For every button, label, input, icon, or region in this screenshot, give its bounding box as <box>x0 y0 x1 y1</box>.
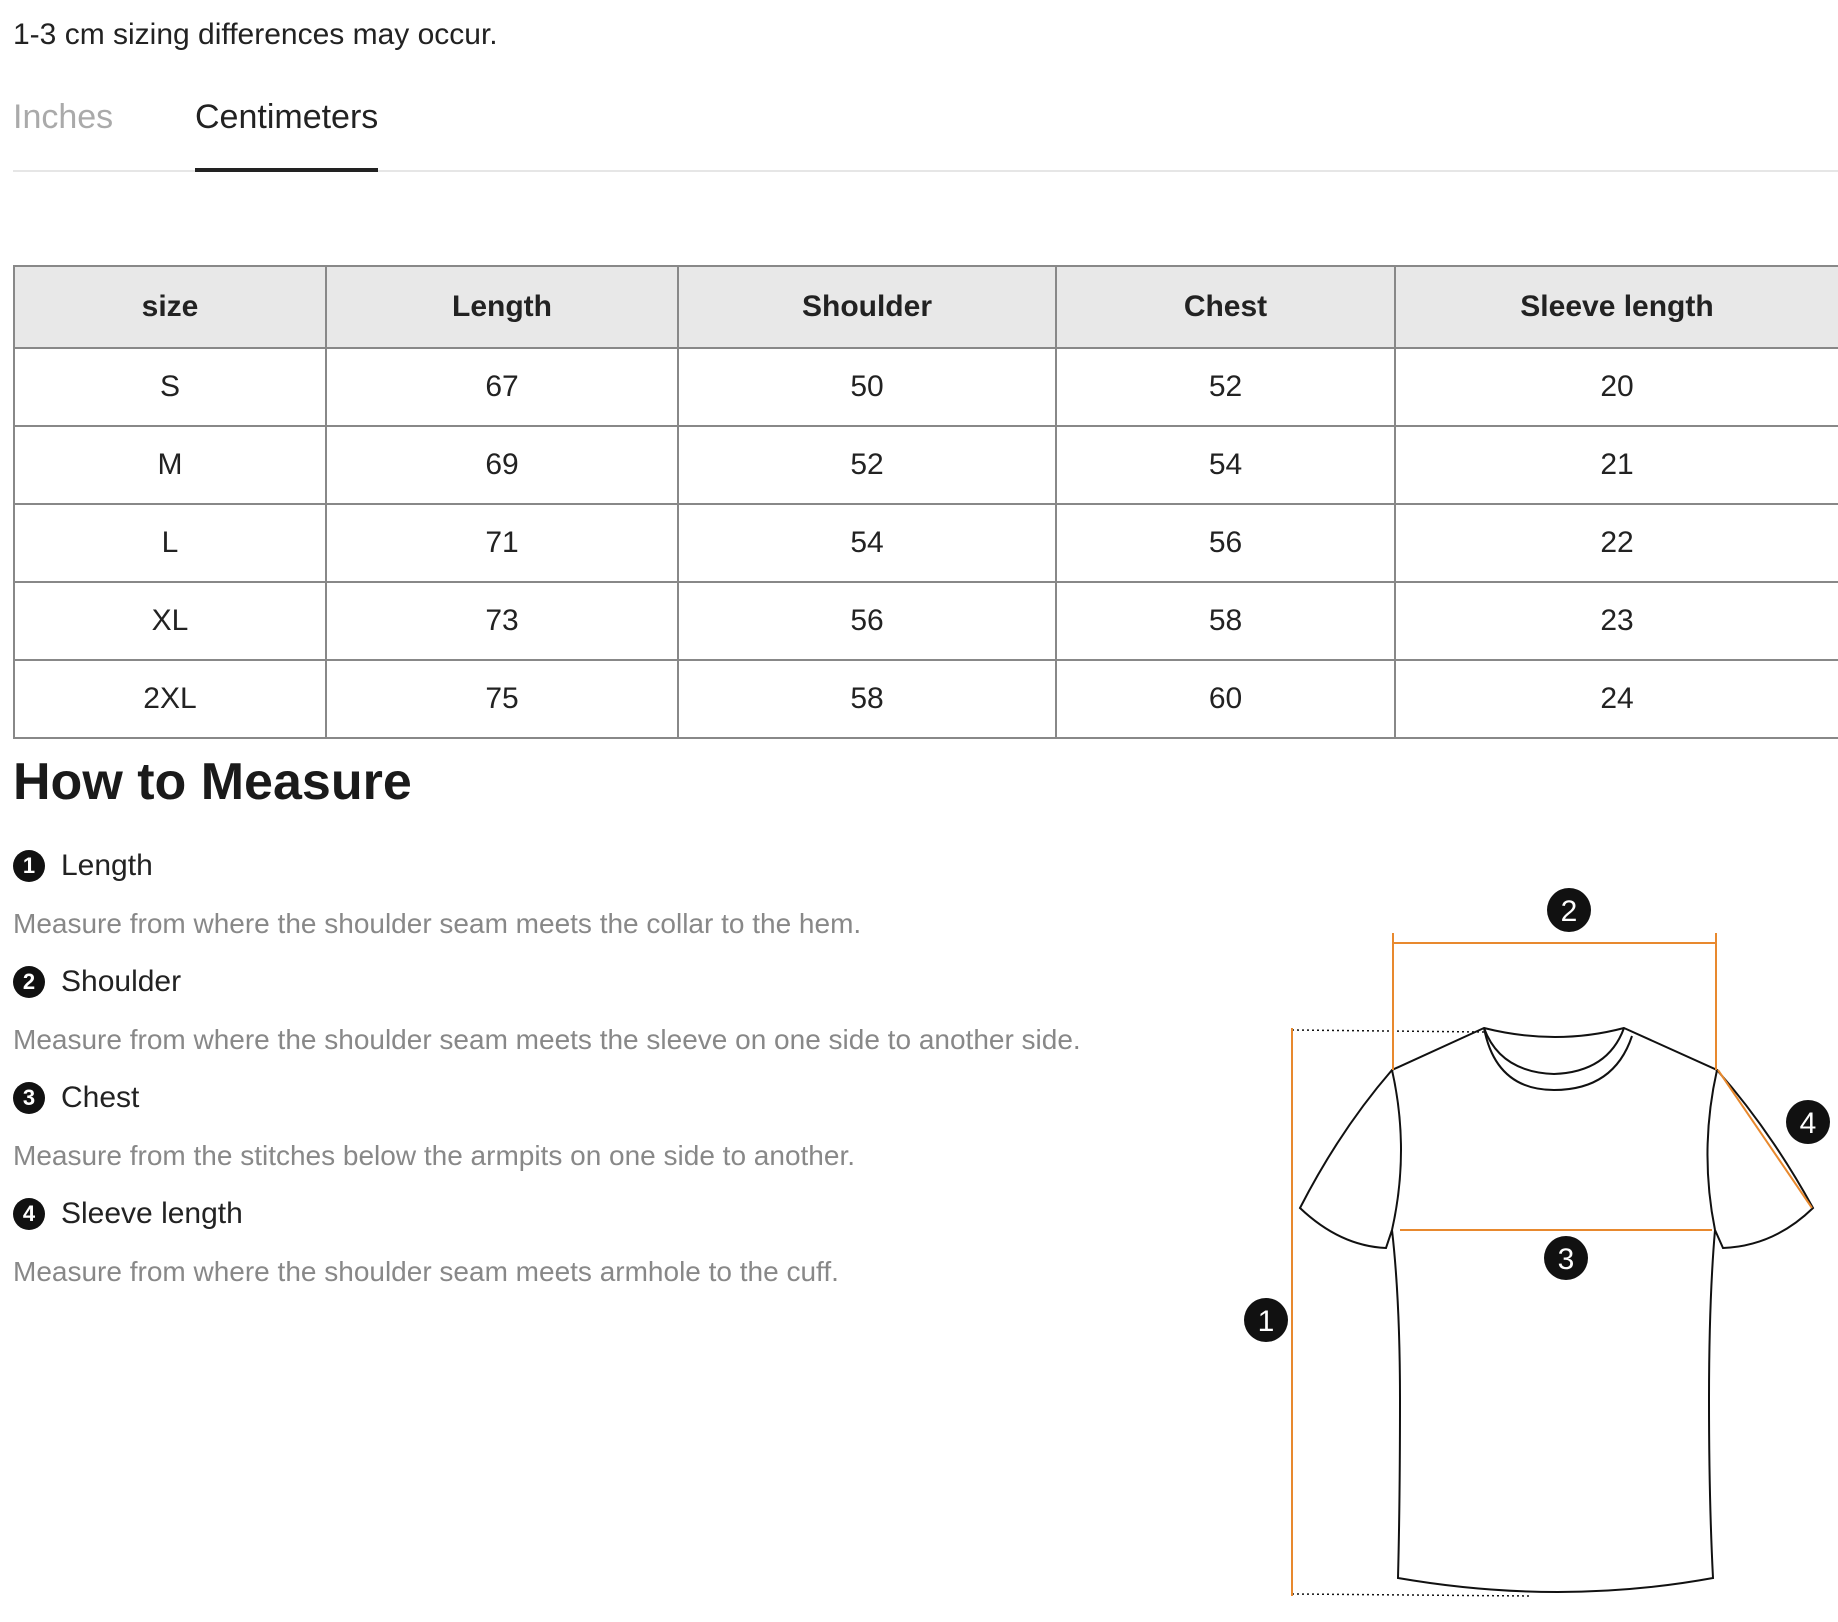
cell-length: 71 <box>326 504 678 582</box>
sizing-note: 1-3 cm sizing differences may occur. <box>13 18 498 51</box>
cell-sleeve-length: 21 <box>1395 426 1838 504</box>
step-description: Measure from where the shoulder seam meets armhole to the cuff. <box>13 1256 839 1287</box>
marker-label: 2 <box>1560 895 1578 928</box>
marker-length <box>1244 1298 1288 1342</box>
cell-shoulder: 54 <box>678 504 1056 582</box>
cell-sleeve-length: 23 <box>1395 582 1838 660</box>
header-length: Length <box>326 266 678 348</box>
tab-centimeters[interactable]: Centimeters <box>195 96 378 170</box>
cell-shoulder: 56 <box>678 582 1056 660</box>
table-header-row <box>14 266 1838 348</box>
table-row <box>14 582 1838 660</box>
cell-length: 75 <box>326 660 678 738</box>
how-to-measure-title: How to Measure <box>13 753 412 811</box>
step-number-badge: 3 <box>13 1082 45 1114</box>
header-size: size <box>14 266 326 348</box>
marker-sleeve-length <box>1786 1100 1830 1144</box>
step-description: Measure from where the shoulder seam meets the collar to the hem. <box>13 908 862 939</box>
cell-size: M <box>14 426 326 504</box>
measure-step-length <box>13 846 861 940</box>
cell-sleeve-length: 20 <box>1395 348 1838 426</box>
cell-chest: 54 <box>1056 426 1395 504</box>
cell-length: 73 <box>326 582 678 660</box>
table-row <box>14 660 1838 738</box>
unit-tabs <box>13 96 1838 172</box>
cell-chest: 52 <box>1056 348 1395 426</box>
step-name: Sleeve length <box>61 1197 243 1230</box>
length-guide-bottom <box>1292 1594 1530 1596</box>
step-number-badge: 1 <box>13 850 45 882</box>
cell-shoulder: 50 <box>678 348 1056 426</box>
header-shoulder: Shoulder <box>678 266 1056 348</box>
step-description: Measure from the stitches below the armpits on one side to another. <box>13 1140 856 1171</box>
marker-label: 3 <box>1557 1243 1575 1276</box>
step-number-badge: 4 <box>13 1198 45 1230</box>
measure-step-chest <box>13 1078 855 1172</box>
measure-step-sleeve-length <box>13 1194 839 1288</box>
cell-shoulder: 58 <box>678 660 1056 738</box>
cell-chest: 58 <box>1056 582 1395 660</box>
marker-shoulder <box>1547 888 1591 932</box>
table-row <box>14 426 1838 504</box>
step-name: Shoulder <box>61 965 182 998</box>
header-chest: Chest <box>1056 266 1395 348</box>
cell-size: S <box>14 348 326 426</box>
length-guide-top <box>1292 1030 1484 1032</box>
marker-label: 1 <box>1257 1305 1275 1338</box>
marker-label: 4 <box>1799 1107 1817 1140</box>
step-name: Length <box>61 849 153 882</box>
cell-shoulder: 52 <box>678 426 1056 504</box>
header-sleeve-length: Sleeve length <box>1395 266 1838 348</box>
tshirt-measure-diagram <box>1230 880 1838 1622</box>
cell-length: 67 <box>326 348 678 426</box>
size-chart-table <box>13 265 1838 739</box>
cell-chest: 56 <box>1056 504 1395 582</box>
table-row <box>14 348 1838 426</box>
marker-chest <box>1544 1236 1588 1280</box>
table-row <box>14 504 1838 582</box>
tab-inches[interactable]: Inches <box>13 98 114 136</box>
step-number-badge: 2 <box>13 966 45 998</box>
step-name: Chest <box>61 1081 140 1114</box>
cell-chest: 60 <box>1056 660 1395 738</box>
cell-length: 69 <box>326 426 678 504</box>
measure-step-shoulder <box>13 962 1081 1056</box>
cell-sleeve-length: 22 <box>1395 504 1838 582</box>
cell-size: 2XL <box>14 660 326 738</box>
step-description: Measure from where the shoulder seam meets the sleeve on one side to another side. <box>13 1024 1081 1055</box>
cell-sleeve-length: 24 <box>1395 660 1838 738</box>
cell-size: L <box>14 504 326 582</box>
tshirt-outline <box>1300 1028 1813 1592</box>
cell-size: XL <box>14 582 326 660</box>
